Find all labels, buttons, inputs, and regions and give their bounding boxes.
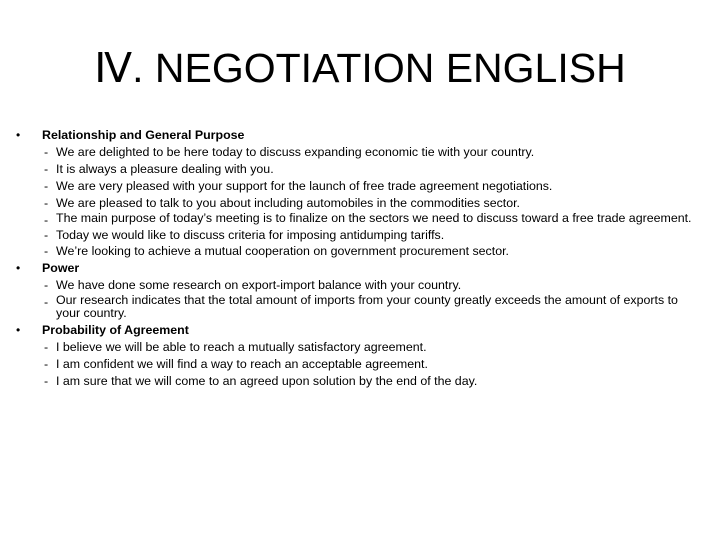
bullet-glyph: •	[16, 261, 21, 276]
bullet-glyph: •	[16, 323, 21, 338]
list-item	[44, 178, 694, 195]
list-item	[44, 277, 694, 294]
section-relationship	[16, 127, 694, 260]
dash-glyph: -	[44, 295, 49, 310]
list-item-text: The main purpose of today’s meeting is to finalize on the sectors we need to discuss toward a free trade agreement.	[56, 210, 692, 225]
dash-glyph: -	[44, 178, 49, 193]
section-heading	[16, 322, 694, 339]
section-probability	[16, 322, 694, 390]
list-item-text: We have done some research on export-import balance with your country.	[56, 278, 462, 293]
dash-glyph: -	[44, 340, 49, 355]
list-item	[44, 227, 694, 244]
section-heading-text: Probability of Agreement	[42, 323, 189, 338]
list-item	[44, 212, 694, 227]
section-power	[16, 260, 694, 322]
section-heading	[16, 260, 694, 277]
dash-glyph: -	[44, 212, 49, 227]
dash-glyph: -	[44, 227, 49, 242]
bullet-glyph: •	[16, 128, 21, 142]
list-item	[44, 356, 694, 373]
slide-body	[16, 127, 694, 390]
dash-glyph: -	[44, 244, 49, 259]
dash-glyph: -	[44, 161, 49, 176]
list-item	[44, 161, 694, 178]
list-item-text: It is always a pleasure dealing with you.	[56, 161, 274, 176]
list-item-text: Our research indicates that the total amount of imports from your county greatly exceeds the amount of exports to your country.	[56, 293, 678, 321]
list-item	[44, 294, 694, 322]
list-item-text: We are very pleased with your support for the launch of free trade agreement negotiations.	[56, 178, 553, 193]
list-item	[44, 195, 694, 212]
list-item-text: I believe we will be able to reach a mutually satisfactory agreement.	[56, 340, 427, 355]
dash-glyph: -	[44, 144, 49, 159]
list-item	[44, 144, 694, 161]
dash-glyph: -	[44, 278, 49, 293]
list-item-text: We are delighted to be here today to discuss expanding economic tie with your country.	[56, 144, 535, 159]
section-heading-text: Relationship and General Purpose	[42, 128, 245, 142]
list-item	[44, 339, 694, 356]
slide-title: Ⅳ. NEGOTIATION ENGLISH	[94, 45, 626, 91]
dash-glyph: -	[44, 195, 49, 210]
dash-glyph: -	[44, 373, 49, 388]
list-item-text: We’re looking to achieve a mutual cooperation on government procurement sector.	[56, 244, 509, 259]
section-heading-text: Power	[42, 261, 80, 276]
list-item	[44, 373, 694, 390]
list-item-text: We are pleased to talk to you about including automobiles in the commodities sector.	[56, 195, 520, 210]
list-item	[44, 243, 694, 260]
dash-glyph: -	[44, 356, 49, 371]
list-item-text: I am confident we will find a way to reach an acceptable agreement.	[56, 356, 428, 371]
section-heading	[16, 127, 694, 144]
list-item-text: I am sure that we will come to an agreed upon solution by the end of the day.	[56, 373, 478, 388]
list-item-text: Today we would like to discuss criteria for imposing antidumping tariffs.	[56, 227, 445, 242]
